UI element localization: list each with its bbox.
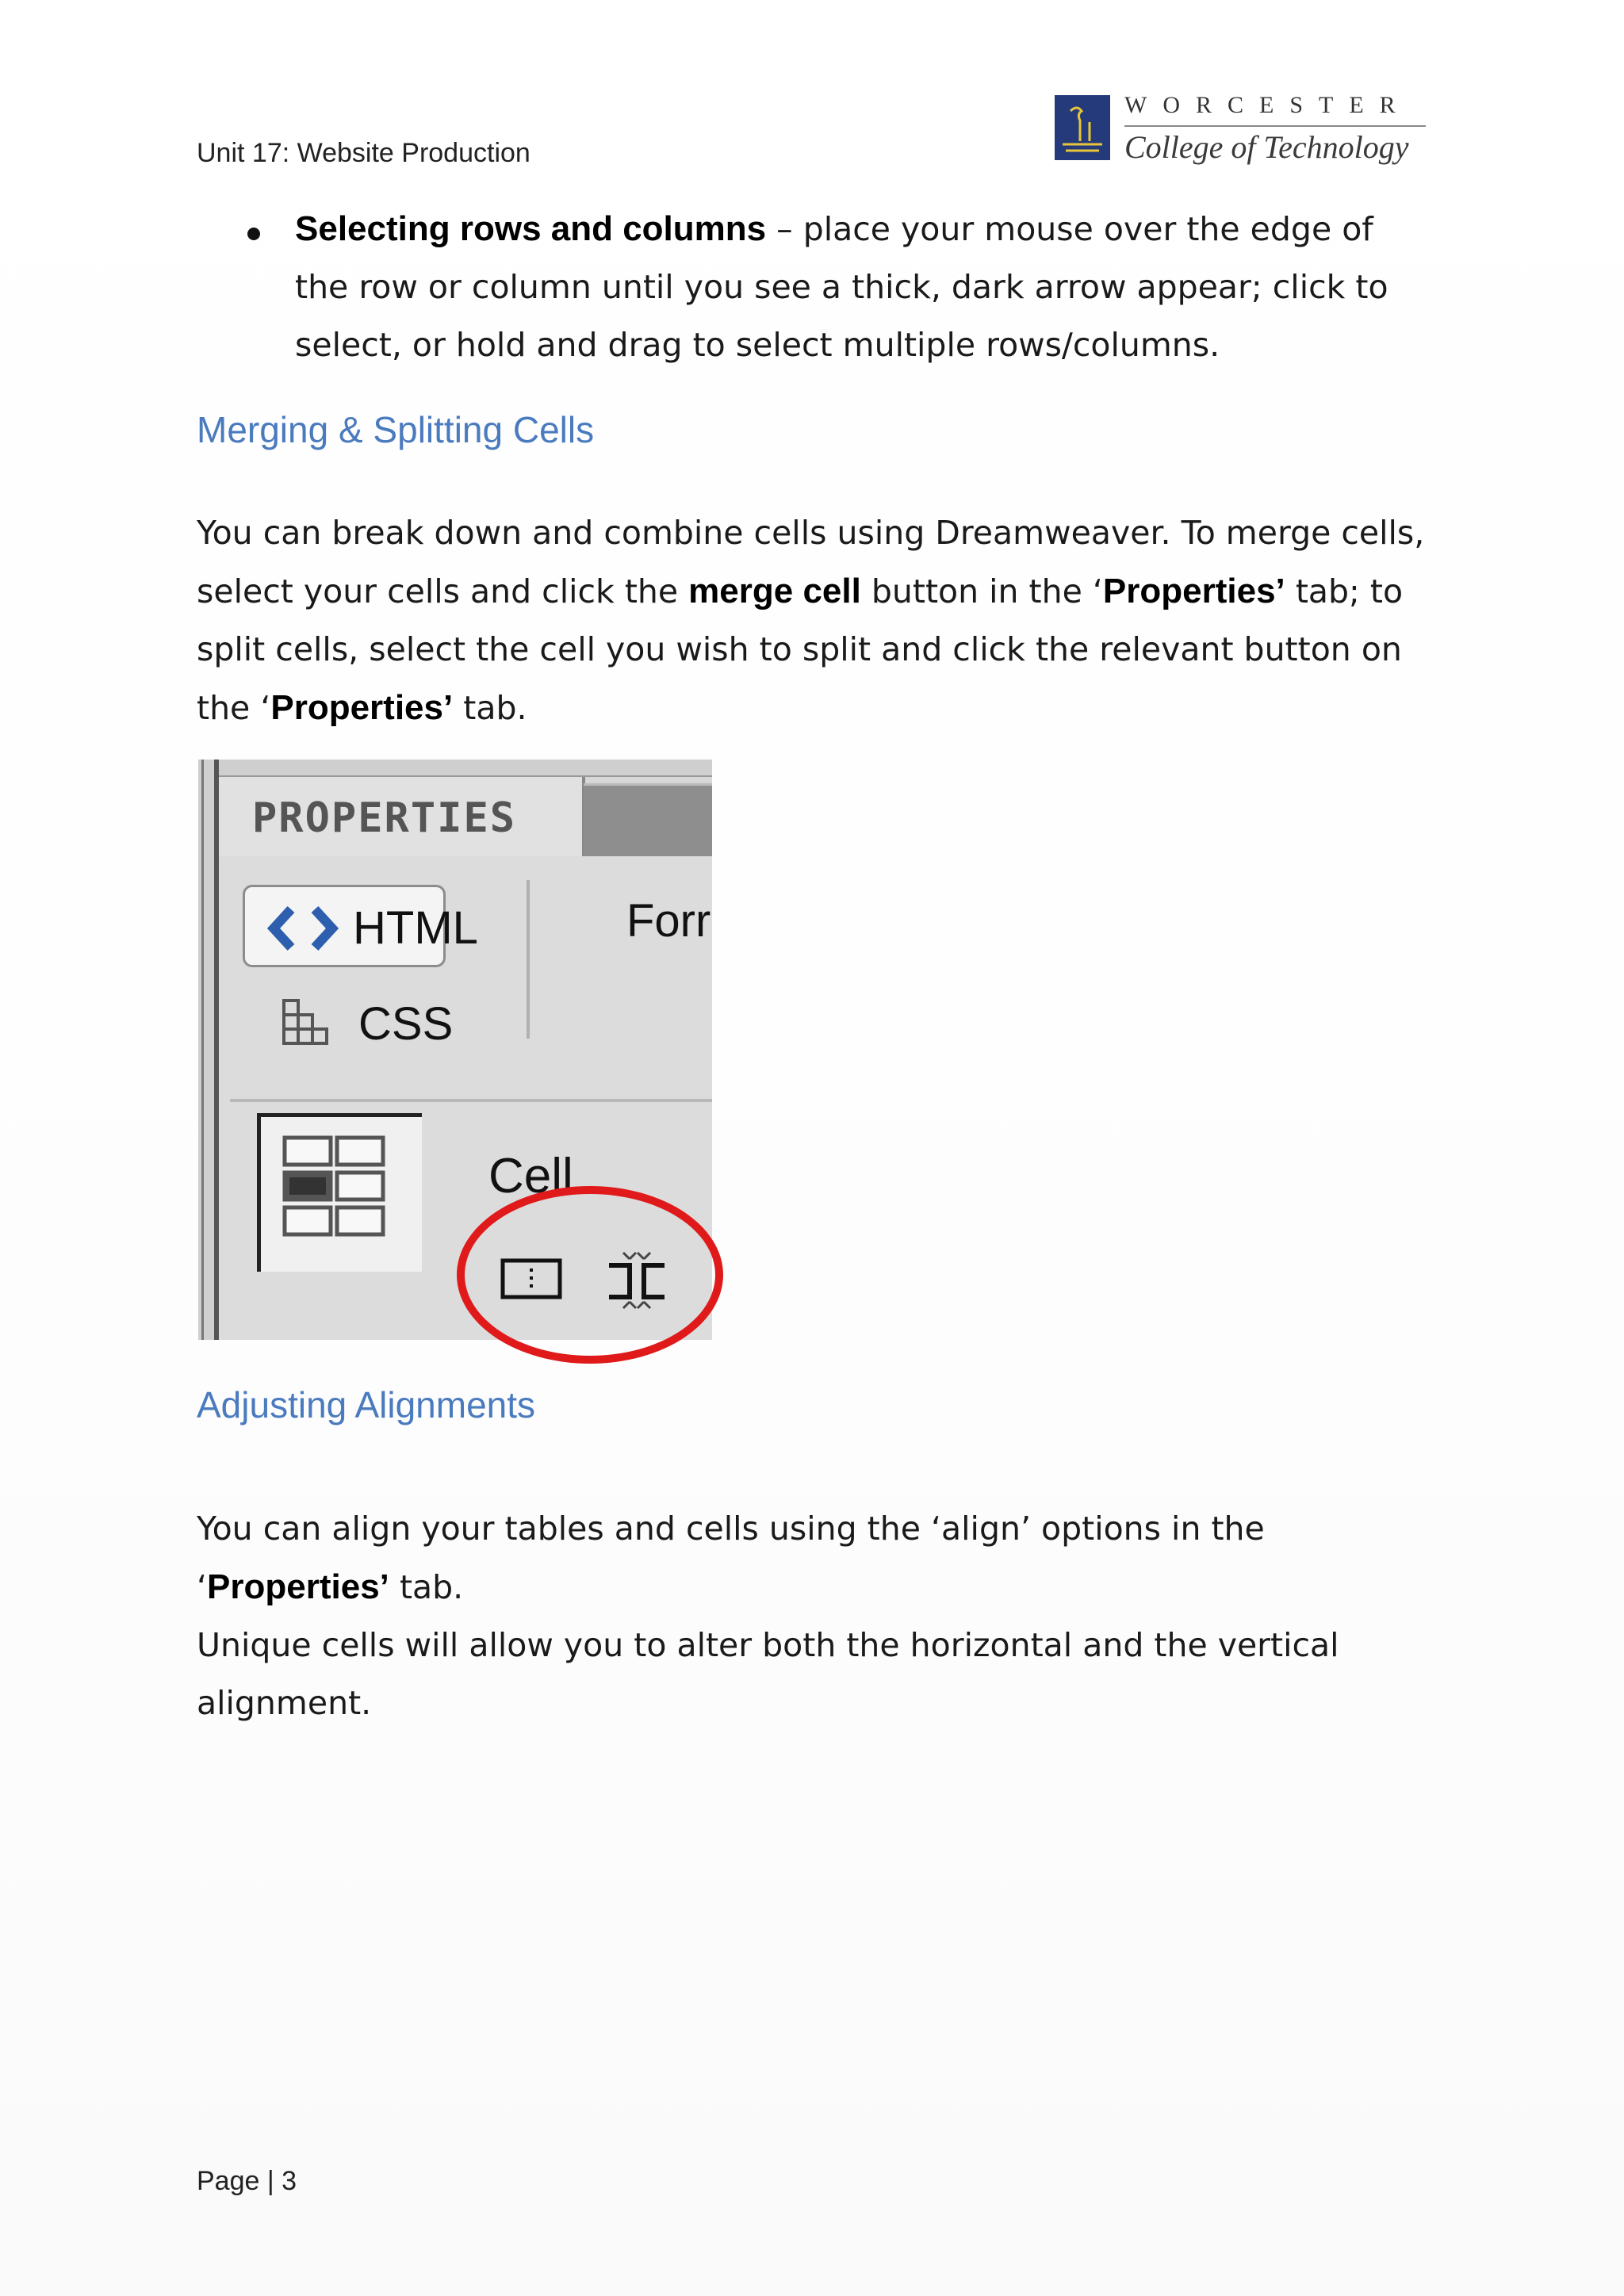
college-emblem-icon [1055, 95, 1110, 160]
html-mode-button[interactable] [243, 885, 478, 967]
bullet-dot-icon [247, 228, 260, 240]
paragraph-merging [197, 504, 1434, 737]
merge-p1: You can break down and combine cells using Dreamweaver. To merge cells, select your cells and click the [197, 514, 1425, 610]
merge-p2: button in the ‘ [860, 572, 1103, 610]
tab-properties[interactable] [219, 777, 585, 856]
college-logo [1055, 92, 1427, 168]
bullet-strong: Selecting rows and columns [295, 209, 767, 248]
paragraph-alignments [197, 1500, 1434, 1732]
bullet-rest: – place your mouse over the edge of the row or column until you see a thick, dark arrow appear; click to select, or hold and drag to select multiple rows/columns. [295, 210, 1388, 364]
logo-divider [1124, 125, 1426, 127]
merge-s1: merge cell [688, 572, 861, 610]
html-mode-label: HTML [353, 902, 478, 954]
merge-s2: Properties’ [1102, 572, 1285, 610]
logo-text-worcester: WORCESTER [1124, 92, 1411, 118]
panel-top-strip [219, 760, 712, 777]
align-p2: tab. [389, 1568, 464, 1606]
cell-grid-icon [277, 1131, 396, 1250]
css-mode-label[interactable]: CSS [358, 998, 454, 1050]
panel-left-border [198, 760, 219, 1340]
heading-merging-splitting: Merging & Splitting Cells [197, 409, 595, 450]
merge-p4: tab. [453, 689, 527, 727]
header-unit-title: Unit 17: Website Production [197, 138, 530, 168]
bullet-item-selecting [295, 200, 1437, 374]
align-p3: Unique cells will allow you to alter both the horizontal and the vertical alignment. [197, 1626, 1339, 1722]
logo-text-college: College of Technology [1124, 129, 1409, 165]
tab-other[interactable] [584, 783, 712, 859]
table-cell-icon [257, 1113, 422, 1272]
page-number: Page | 3 [197, 2166, 297, 2196]
code-brackets-icon [267, 905, 339, 952]
align-p1: You can align your tables and cells using the ‘align’ options in the ‘ [197, 1510, 1265, 1606]
heading-adjusting-alignments: Adjusting Alignments [197, 1384, 536, 1425]
format-label: Forr [626, 895, 711, 947]
css-grid-icon [281, 997, 344, 1053]
panel-vertical-divider [527, 880, 530, 1039]
merge-p3: tab; to split cells, select the cell you wish to split and click the relevant button on the ‘ [197, 572, 1404, 727]
cell-label: Cell [488, 1149, 573, 1203]
tab-properties-label: PROPERTIES [252, 794, 517, 842]
align-s1: Properties’ [207, 1567, 389, 1606]
highlight-circle [457, 1186, 723, 1364]
merge-s3: Properties’ [270, 688, 454, 727]
panel-horizontal-divider [230, 1099, 712, 1102]
